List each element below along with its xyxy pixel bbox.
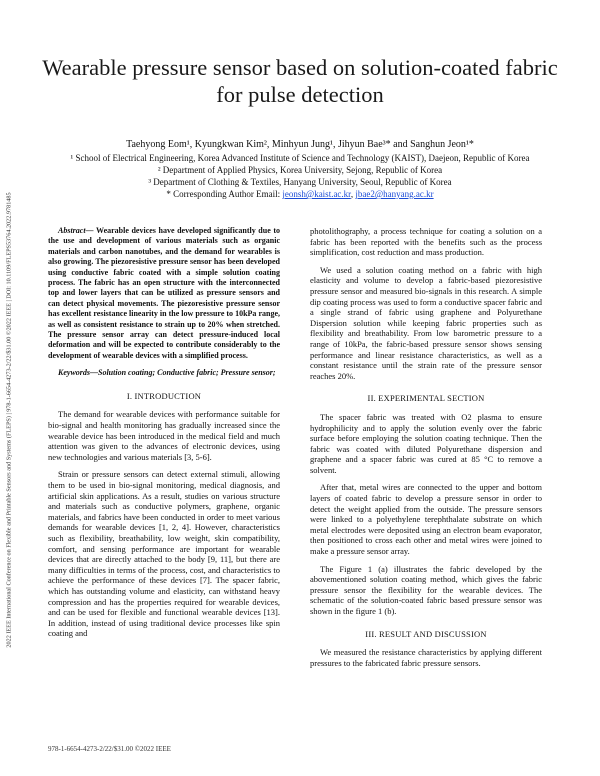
email-link-2[interactable]: jbae2@hanyang.ac.kr	[355, 189, 434, 199]
footer-copyright: 978-1-6654-4273-2/22/$31.00 ©2022 IEEE	[48, 745, 171, 753]
section-heading-introduction: I. INTRODUCTION	[126, 390, 202, 401]
experimental-paragraph-2: After that, metal wires are connected to the upper and bottom layers of coated fabric to develop a pressure sensor in order to detect the weight applied from the outside. The pressure sensors were linked to a polyethylene terephthalate substrate on which metal electrodes were deposited using an electron beam evaporator, then positioned to cross each other and metal wires were joined to make a pressure sensor array.	[310, 482, 542, 557]
intro-paragraph-1: The demand for wearable devices with performance suitable for bio-signal and health monitoring has gradually increased since the wearable device has been introduced in the medical field and much attention was given to the advances of electronic devices, using new technologies and various materials [3, 5-6].	[48, 409, 280, 462]
experimental-paragraph-1: The spacer fabric was treated with O2 plasma to ensure hydrophilicity and to apply the solution evenly over the fabric surface before employing the solution coating technique. Then the fabric was coated with diluted Polyurethane dispersion and graphene and a spacer fabric was cured at 85 °C to remove a solvent.	[310, 411, 542, 475]
experimental-paragraph-3: The Figure 1 (a) illustrates the fabric developed by the abovementioned solution coating method, which gives the fabric pressure sensor the flexibility for the wearable devices. The schematic of the solution-coated fabric based pressure sensor was shown in the figure 1 (b).	[310, 563, 542, 616]
doi-sidebar	[1, 90, 17, 750]
right-column	[310, 226, 542, 675]
right-paragraph-1: We used a solution coating method on a fabric with high elasticity and volume to develop a fabric-based piezoresistive pressure sensor and measured bio-signals in this research. A simple dip coating process was used to form a conductive spacer fabric and a single strand of fabric using graphene and Polyurethane Dispersion solution while keeping fabric properties such as flexibility and breathability. From low barometric pressure to a range of 10kPa, the fabric-based pressure sensor shows sensing performance and linear resistance characteristics, as well as a constant resistance until the strain rate of the pressure sensor reaches 20%.	[310, 264, 542, 381]
section-heading-results: III. RESULT AND DISCUSSION	[365, 628, 487, 639]
author-list: Taehyong Eom¹, Kyungkwan Kim², Minhyun Jung¹, Jihyun Bae³* and Sanghun Jeon¹*	[126, 139, 474, 150]
email-prefix: * Corresponding Author Email:	[166, 189, 283, 199]
section-heading-experimental: II. EXPERIMENTAL SECTION	[367, 393, 485, 404]
corresponding-email-line	[20, 189, 580, 200]
doi-sidebar-text: 2022 IEEE International Conference on Flexible and Printable Sensors and Systems (FLEPS) | 978-1-6654-4273-2/22/$31.00 ©2022 IEEE | DOI: 10.1109/FLEPS53764.2022.9781485	[5, 192, 13, 648]
affiliation-2: ² Department of Applied Physics, Korea University, Sejong, Republic of Korea	[157, 165, 443, 175]
intro-paragraph-2: Strain or pressure sensors can detect external stimuli, allowing them to be used in bio-signal monitoring, medical diagnosis, and artificial skin applications. As a result, studies on various structure and materials such as conductive polymers, graphene, organic materials, and fabrics have been conducted in order to meet various demands for wearable devices [1, 2, 4]. However, characteristics such as flexibility, breathability, low weight, skin compatibility, comfort, and sensing performance are important for wearable devices that are directly attached to the body [9, 11], but there are many difficulties in terms of the process, cost, and characteristics to achieve the performance of these devices [7]. The spacer fabric, which has outstanding volume and elasticity, can withstand heavy compression and has the properties required for wearable devices, and can be used for flexible and functional wearable devices [13]. In addition, instead of using traditional device processes like spin coating and	[48, 469, 280, 639]
email-link-1[interactable]: jeonsh@kaist.ac.kr	[282, 189, 351, 199]
email-separator: ,	[350, 189, 356, 199]
keywords: Keywords—Solution coating; Conductive fabric; Pressure sensor;	[58, 368, 276, 378]
affiliation-3: ³ Department of Clothing & Textiles, Hanyang University, Seoul, Republic of Korea	[148, 177, 452, 187]
affiliation-1: ¹ School of Electrical Engineering, Korea Advanced Institute of Science and Technology (KAIST), Daejeon, Republic of Korea	[70, 153, 530, 163]
abstract-label: Abstract—	[58, 226, 94, 235]
abstract-text: Wearable devices have developed significantly due to the use and development of various materials such as organic materials and carbon nanotubes, and the demand for wearables is also growing. The piezoresistive pressure sensor has been developed using conductive fabric coated with a simple solution coating process. The fabric has an open structure with the interconnected top and lower layers that can be utilized as pressure sensors and can detect physical movements. The piezoresistive pressure sensor has excellent resistance linearity in the low pressure to 10kPa range, as well as consistent resistance to strain up to 20% when stretched. The pressure sensor array can detect pressure-induced local deformation and will be expected to contribute considerably to the development of wearable devices with a simplified process.	[48, 226, 280, 360]
left-column	[48, 226, 280, 646]
results-paragraph-1: We measured the resistance characteristics by applying different pressures to the fabricated fabric pressure sensors.	[310, 647, 542, 668]
paper-title: Wearable pressure sensor based on solution-coated fabric for pulse detection	[42, 55, 558, 107]
abstract	[48, 226, 280, 361]
right-paragraph-continued: photolithography, a process technique for coating a solution on a fabric has been reported with the benefits such as the process simplification, cost reduction and mass production.	[310, 226, 542, 258]
